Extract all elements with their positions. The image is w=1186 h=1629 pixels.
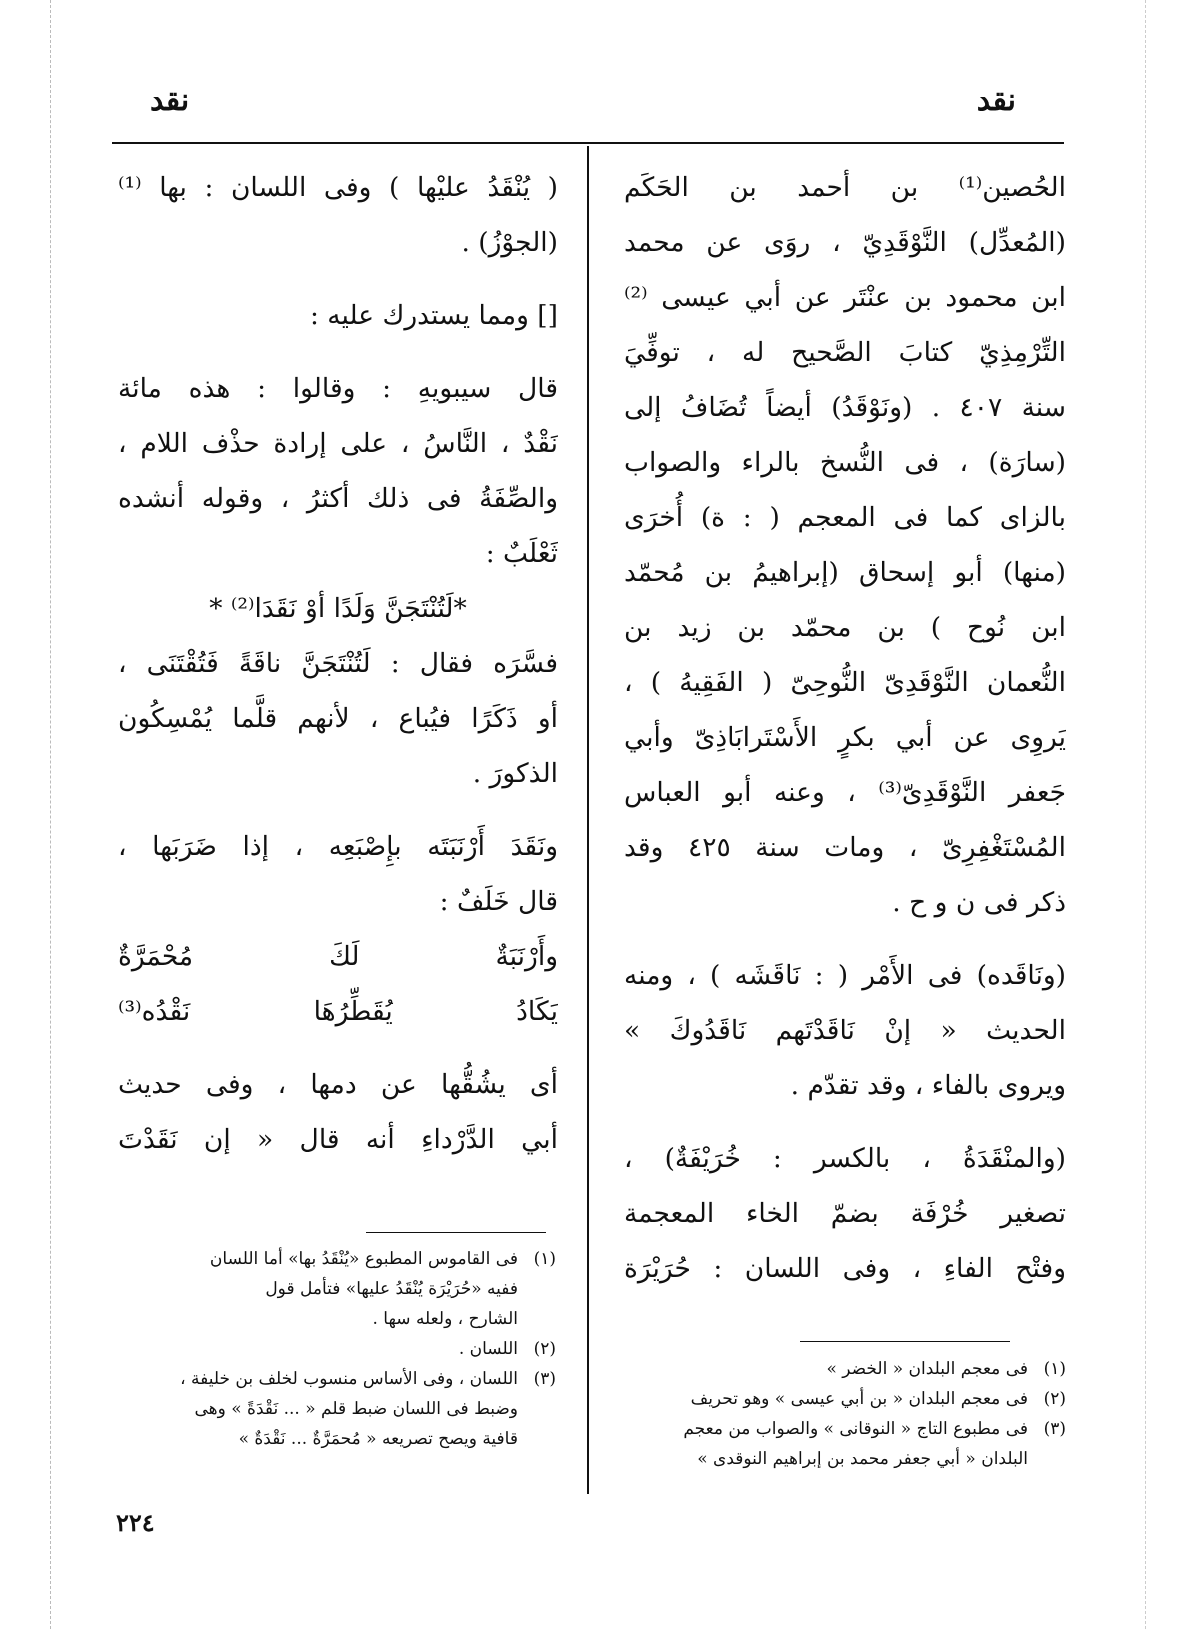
text-line: والصِّفَةُ فى ذلك أكثرُ ، وقوله أنشده (118, 483, 558, 514)
footnote-line: ففيه «حُرَيْرَة يُنْقَدُ عليها» فتأمل قول (265, 1279, 518, 1299)
text-line: يَروِى عن أبي بكرٍ الأَسْتَرابَاذِىّ وأبي (624, 722, 1066, 753)
text-line: ويروى بالفاء ، وقد تقدّم . (790, 1070, 1066, 1101)
running-header-right: نقد (976, 83, 1016, 118)
text-line: ونَقَدَ أَرْنَبَتَه بإِصْبَعِه ، إذا ضَرَبَها ، (118, 831, 558, 862)
page-number: ٢٢٤ (116, 1508, 155, 1537)
text-line: سنة ٤٠٧ . (ونَوْقَدُ) أيضاً تُضَافُ إلى (624, 392, 1066, 423)
text-line: النُّعمان النَّوْقَدِىّ النُّوحِىّ ( الفَقِيهُ ) ، (624, 667, 1066, 698)
text-line: (منها) أبو إسحاق (إبراهيمُ بن مُحمّد (624, 557, 1066, 588)
text-line: أى يشُقُّها عن دمها ، وفى حديث (118, 1069, 558, 1100)
text-line: ثَعْلَبٌ : (485, 538, 558, 569)
left-column (118, 160, 558, 1167)
footnotes-left (116, 1244, 556, 1454)
text-line: ( يُنْقَدُ عليْها ) وفى اللسان : بها ⁽¹⁾ (118, 172, 558, 203)
running-header-left: نقد (150, 83, 190, 118)
text-line: الذكورَ . (472, 758, 558, 789)
text-line: ذكر فى ن و ح . (892, 887, 1066, 918)
footnote-line: (٢)فى معجم البلدان « بن أبي عيسى » وهو تحريف (690, 1389, 1066, 1409)
text-line: فسَّرَه فقال : لَتُنْتَجَنَّ ناقَةً فَتُقْتَنَى ، (118, 648, 558, 679)
footnote-line: البلدان « أبي جعفر محمد بن إبراهيم النوقدى » (697, 1449, 1028, 1469)
footnote-rule-right (800, 1341, 1010, 1342)
text-line: (والمنْقَدَةُ ، بالكسر : خُرَيْفَةٌ) ، (624, 1143, 1066, 1174)
text-line: التِّرْمِذِيّ كتابَ الصَّحيح له ، توفِّيَ (624, 337, 1066, 368)
text-line: قال سيبويهِ : وقالوا : هذه مائة (118, 373, 558, 404)
text-line: تصغير خُرْفَة بضمّ الخاء المعجمة (624, 1198, 1066, 1229)
text-line: الحُصين⁽¹⁾ بن أحمد بن الحَكَم (624, 172, 1066, 203)
text-line: جَعفر النَّوْقَدِىّ⁽³⁾ ، وعنه أبو العباس (624, 777, 1066, 808)
footnote-line: (٣)اللسان ، وفى الأساس منسوب لخلف بن خليفة ، (180, 1369, 556, 1389)
text-line: (المُعدِّل) النَّوْقَدِيّ ، روَى عن محمد (624, 227, 1066, 258)
footnote-line: (١)فى معجم البلدان « الخضر » (826, 1359, 1066, 1379)
header-rule (112, 142, 1064, 144)
text-line: بالزاى كما فى المعجم ( : ة) أُخرَى (624, 502, 1066, 533)
text-line: وفتْح الفاءِ ، وفى اللسان : حُرَيْرَة (624, 1253, 1066, 1284)
text-line: ابن محمود بن عنْتَر عن أبي عيسى ⁽²⁾ (624, 282, 1066, 313)
verse-line: *لَتُنْتَجَنَّ وَلَدًا أوْ نَقَدَا⁽²⁾ * (209, 593, 467, 624)
scan-edge-line (50, 0, 51, 1629)
footnote-line: (٣)فى مطبوع التاج « النوقانى » والصواب من معجم (683, 1419, 1066, 1439)
text-line: الحديث « إنْ نَاقَدْتَهم نَاقَدُوكَ » (624, 1015, 1066, 1046)
text-line: ابن نُوح ) بن محمّد بن زيد بن (624, 612, 1066, 643)
text-line: (الجوْزُ) . (461, 227, 558, 258)
text-line: المُسْتَغْفِرِىّ ، ومات سنة ٤٢٥ وقد (624, 832, 1066, 863)
footnotes-right (626, 1354, 1066, 1474)
text-line: نَقْدٌ ، النَّاسُ ، على إرادة حذْف اللام ، (118, 428, 558, 459)
stub-line: [] ومما يستدرك عليه : (309, 300, 558, 331)
text-line: قال خَلَفٌ : (439, 886, 558, 917)
text-line: (سارَة) ، فى النُّسخ بالراء والصواب (624, 447, 1066, 478)
footnote-line: (٢)اللسان . (458, 1339, 556, 1359)
verse-line: يَكَادُ يُقَطِّرُهَا نَقْدُه⁽³⁾ (118, 996, 558, 1027)
footnote-line: قافية ويصح تصريعه « مُحمَرَّةٌ ... نَقْدَةٌ » (238, 1429, 518, 1449)
column-divider (587, 146, 589, 1494)
verse-line: وأَرْنَبَةٌ لَكَ مُحْمَرَّةٌ (118, 941, 558, 972)
text-line: أو ذَكَرًا فيُباع ، لأنهم قلَّما يُمْسِكُون (118, 703, 558, 734)
footnote-line: (١)فى القاموس المطبوع «يُنْقَدُ بها» أما اللسان (209, 1249, 556, 1269)
text-line: أبي الدَّرْداءِ أنه قال « إن نَقَدْتَ (118, 1124, 558, 1155)
text-line: (ونَاقَده) فى الأَمْر ( : نَاقَشَه ) ، ومنه (624, 960, 1066, 991)
footnote-line: الشارح ، ولعله سها . (372, 1309, 518, 1329)
footnote-line: وضبط فى اللسان ضبط قلم « ... نَقْدَةً » وهى (194, 1399, 518, 1419)
scan-edge-line-right (1145, 0, 1146, 1629)
footnote-rule-left (366, 1232, 546, 1233)
right-column (624, 160, 1066, 1296)
